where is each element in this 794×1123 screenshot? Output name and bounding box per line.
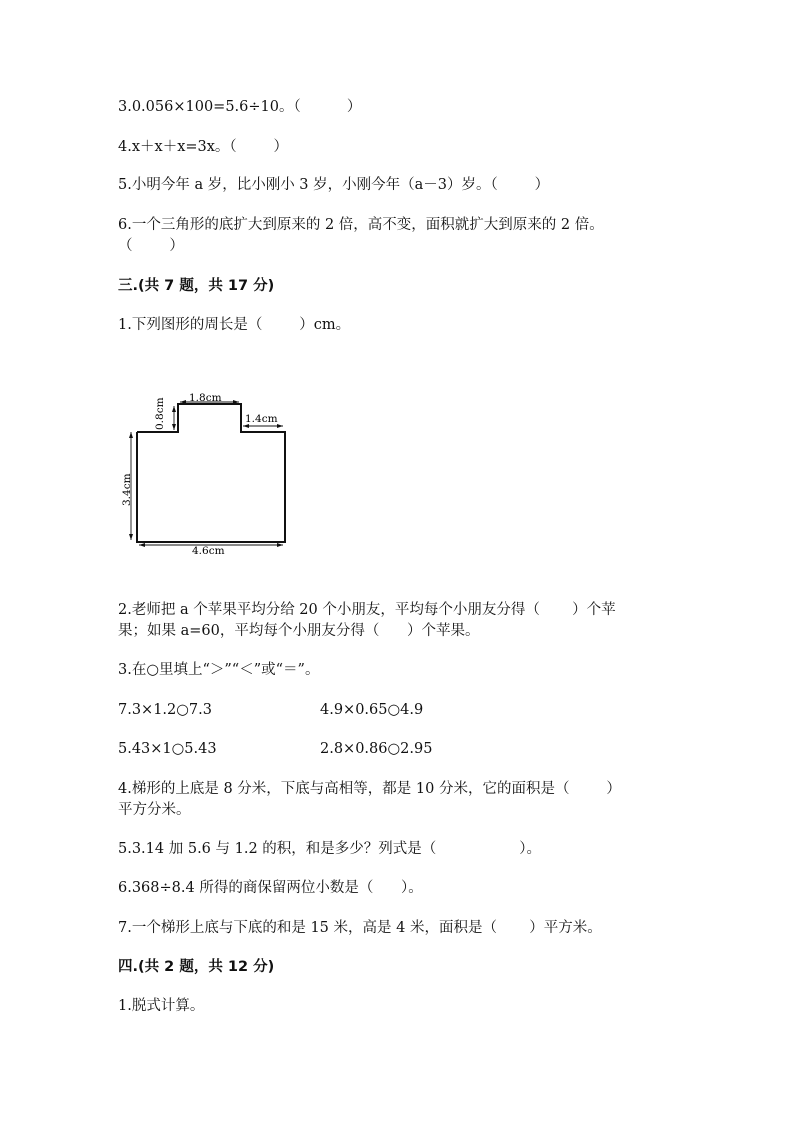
section3-q6: 6.368÷8.4 所得的商保留两位小数是（ ）。	[118, 880, 423, 896]
label-left-height: 3.4cm	[121, 473, 133, 506]
label-top-width: 1.8cm	[189, 392, 222, 404]
compare-row2-left: 5.43×1○5.43	[118, 741, 217, 757]
perimeter-figure	[120, 388, 295, 558]
judgement-q3: 3.0.056×100=5.6÷10。（ ）	[118, 99, 362, 115]
compare-row1-left: 7.3×1.2○7.3	[118, 702, 212, 718]
section3-q7: 7.一个梯形上底与下底的和是 15 米，高是 4 米，面积是（ ）平方米。	[118, 920, 602, 936]
judgement-q4: 4.x＋x＋x=3x。（ ）	[118, 139, 289, 155]
section4-q1: 1.脱式计算。	[118, 998, 205, 1014]
judgement-q5: 5.小明今年 a 岁，比小刚小 3 岁，小刚今年（a－3）岁。（ ）	[118, 177, 550, 193]
label-right-width: 1.4cm	[245, 413, 278, 425]
judgement-q6-line1: 6.一个三角形的底扩大到原来的 2 倍，高不变，面积就扩大到原来的 2 倍。	[118, 217, 604, 233]
section3-q4-line2: 平方分米。	[118, 802, 191, 818]
section3-q4-line1: 4.梯形的上底是 8 分米，下底与高相等，都是 10 分米，它的面积是（ ）	[118, 781, 621, 797]
judgement-q6-line2: （ ）	[118, 238, 184, 254]
section3-q3: 3.在○里填上“＞”“＜”或“＝”。	[118, 662, 320, 678]
section3-q1: 1.下列图形的周长是（ ）cm。	[118, 317, 351, 333]
compare-row1-right: 4.9×0.65○4.9	[320, 702, 424, 718]
compare-row2-right: 2.8×0.86○2.95	[320, 741, 433, 757]
label-step-height: 0.8cm	[154, 397, 166, 430]
section3-q2-line1: 2.老师把 a 个苹果平均分给 20 个小朋友，平均每个小朋友分得（ ）个苹	[118, 602, 616, 618]
section4-heading: 四.(共 2 题，共 12 分)	[118, 959, 275, 975]
section3-heading: 三.(共 7 题，共 17 分)	[118, 278, 275, 294]
label-bottom-width: 4.6cm	[192, 545, 225, 557]
section3-q2-line2: 果；如果 a=60，平均每个小朋友分得（ ）个苹果。	[118, 623, 480, 639]
section3-q5: 5.3.14 加 5.6 与 1.2 的积，和是多少？列式是（ ）。	[118, 841, 541, 857]
